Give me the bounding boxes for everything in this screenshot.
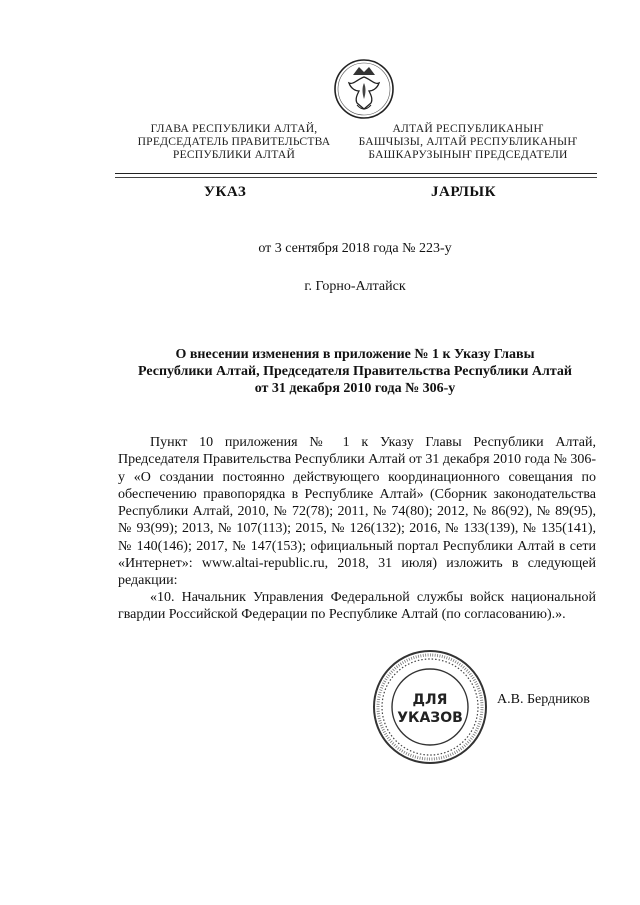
header-right bbox=[346, 122, 590, 161]
stamp-text-line2: УКАЗОВ bbox=[397, 710, 463, 726]
header-left bbox=[126, 122, 342, 161]
decree-subject-title bbox=[110, 346, 600, 397]
header-left-line: ПРЕДСЕДАТЕЛЬ ПРАВИТЕЛЬСТВА bbox=[137, 135, 331, 148]
decree-city: г. Горно-Алтайск bbox=[304, 279, 406, 294]
header-left-line: ГЛАВА РЕСПУБЛИКИ АЛТАЙ, bbox=[150, 122, 318, 135]
body-paragraph-1: Пункт 10 приложения № 1 к Указу Главы Республики Алтай, Председателя Правительства Республики Алтай от 31 декабря 2010 года № 306-у «О создании постоянно действующего координационного совещания по обеспечению правопорядка в Республике Алтай» (Сборник законодательства Республики Алтай, 2010, № 72(78); 2011, № 74(80); 2012, № 86(92), № 89(95), № 93(99); 2013, № 107(113); 2015, № 126(132); 2016, № 133(139), № 135(141), № 140(146); 2017, № 147(153); официальный портал Республики Алтай в сети «Интернет»: www.altai-republic.ru, 2018, 31 июля) изложить в следующей редакции: bbox=[118, 435, 596, 589]
decree-title-ru: УКАЗ bbox=[204, 184, 247, 200]
body-paragraph-2: «10. Начальник Управления Федеральной службы войск национальной гвардии Российской Федерации по Республике Алтай (по согласованию).». bbox=[118, 590, 596, 623]
stamp-text-line1: ДЛЯ bbox=[412, 692, 448, 708]
header-divider-thin bbox=[115, 177, 597, 178]
header-right-line: АЛТАЙ РЕСПУБЛИКАНЫҤ bbox=[392, 122, 544, 135]
coat-of-arms-emblem bbox=[333, 55, 395, 123]
title-line: от 31 декабря 2010 года № 306-у bbox=[254, 381, 456, 396]
header-right-line: БАШЧЫЗЫ, АЛТАЙ РЕСПУБЛИКАНЫҤ bbox=[358, 135, 578, 148]
signer-name: А.В. Бердников bbox=[497, 692, 590, 707]
official-stamp bbox=[371, 648, 489, 766]
decree-title-alt: JАРЛЫК bbox=[431, 184, 497, 200]
decree-date-number: от 3 сентября 2018 года № 223-у bbox=[258, 241, 452, 256]
header-divider-thick bbox=[115, 173, 597, 174]
title-line: Республики Алтай, Председателя Правительства Республики Алтай bbox=[137, 364, 572, 379]
header-left-line: РЕСПУБЛИКИ АЛТАЙ bbox=[172, 148, 296, 161]
header-right-line: БАШКАРУЗЫНЫҤ ПРЕДСЕДАТЕЛИ bbox=[368, 148, 568, 161]
title-line: О внесении изменения в приложение № 1 к Указу Главы bbox=[175, 347, 535, 362]
